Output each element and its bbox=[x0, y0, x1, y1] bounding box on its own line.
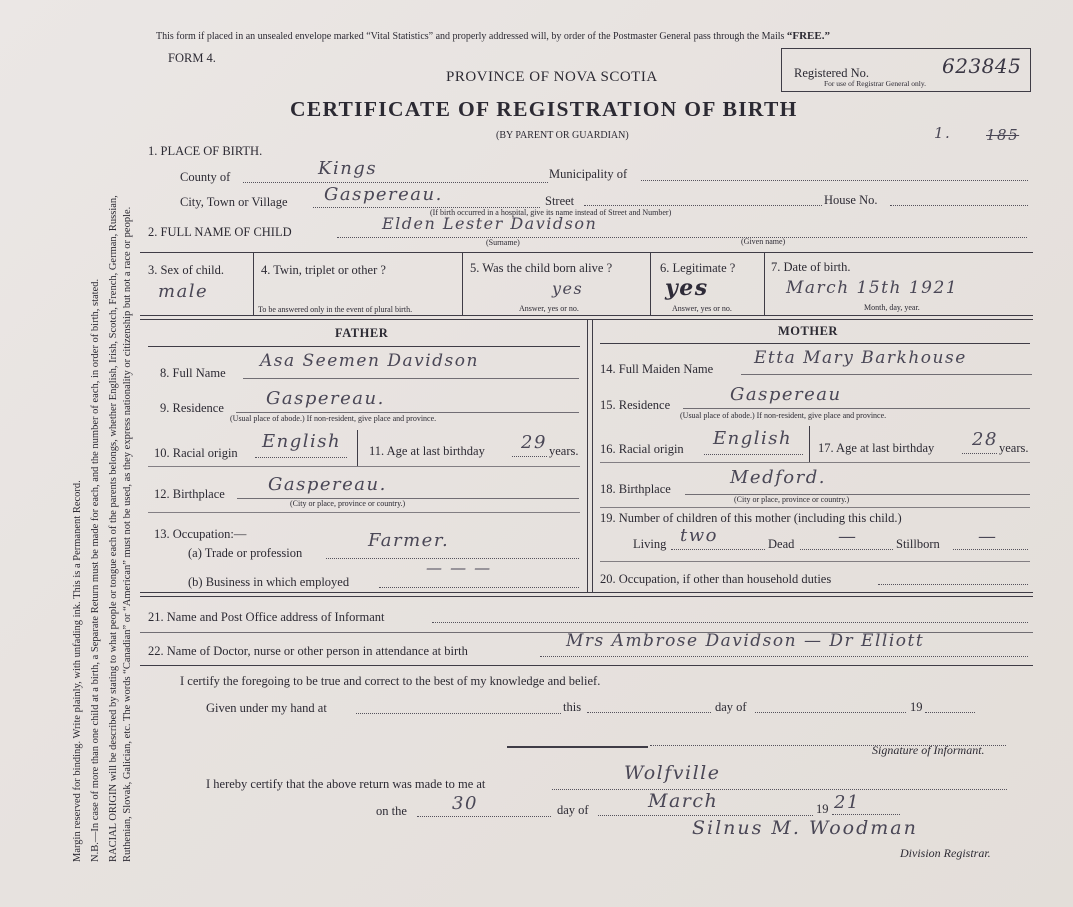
living-label: Living bbox=[633, 537, 667, 551]
given-under-hand-label: Given under my hand at bbox=[206, 701, 327, 715]
registrar-use-note: For use of Registrar General only. bbox=[824, 79, 926, 88]
registered-number: 623845 bbox=[942, 54, 1022, 78]
registrar-day-value: 30 bbox=[452, 793, 478, 814]
city-value: Gaspereau. bbox=[324, 184, 443, 205]
city-label: City, Town or Village bbox=[180, 195, 288, 209]
street-label: Street bbox=[545, 194, 575, 208]
registrar-signature-label: Division Registrar. bbox=[900, 846, 991, 860]
mother-age-label: 17. Age at last birthday bbox=[818, 441, 935, 455]
date-of-birth-value: March 15th 1921 bbox=[786, 278, 959, 298]
certificate-title: CERTIFICATE OF REGISTRATION OF BIRTH bbox=[290, 97, 798, 121]
father-age-unit: years. bbox=[549, 444, 579, 458]
business-label: (b) Business in which employed bbox=[188, 575, 350, 589]
business-value: — — — bbox=[426, 558, 492, 577]
surname-note: (Surname) bbox=[486, 238, 520, 247]
child-name-value: Elden Lester Davidson bbox=[382, 214, 598, 233]
mother-name-label: 14. Full Maiden Name bbox=[600, 362, 714, 376]
day-of-label: day of bbox=[715, 700, 747, 714]
informant-certify-text: I certify the foregoing to be true and correct to the best of my knowledge and belief. bbox=[180, 674, 601, 688]
trade-value: Farmer. bbox=[368, 530, 450, 551]
place-of-birth-label: 1. PLACE OF BIRTH. bbox=[148, 144, 263, 158]
date-of-birth-note: Month, day, year. bbox=[864, 303, 920, 312]
doctor-value: Mrs Ambrose Davidson — Dr Elliott bbox=[566, 631, 925, 651]
twin-note: To be answered only in the event of plural birth. bbox=[258, 305, 413, 314]
legitimate-note: Answer, yes or no. bbox=[672, 304, 732, 313]
stillborn-label: Stillborn bbox=[896, 537, 940, 551]
mother-residence-note: (Usual place of abode.) If non-resident, give place and province. bbox=[680, 411, 887, 420]
father-name-value: Asa Seemen Davidson bbox=[260, 351, 479, 371]
informant-signature-label: Signature of Informant. bbox=[872, 743, 985, 757]
mother-racial-label: 16. Racial origin bbox=[600, 442, 684, 456]
mother-birthplace-value: Medford. bbox=[730, 467, 826, 488]
registrar-certify-text: I hereby certify that the above return was made to me at bbox=[206, 777, 486, 791]
date-of-birth-label: 7. Date of birth. bbox=[771, 260, 851, 274]
mother-name-value: Etta Mary Barkhouse bbox=[754, 348, 967, 368]
on-the-label: on the bbox=[376, 804, 407, 818]
given-name-note: (Given name) bbox=[741, 237, 786, 246]
legitimate-value: yes bbox=[665, 275, 709, 301]
father-residence-label: 9. Residence bbox=[160, 401, 224, 415]
municipality-label: Municipality of bbox=[549, 167, 628, 181]
alive-value: yes bbox=[552, 279, 584, 298]
margin-note-multiple-births: N.B.—In case of more than one child at a birth, a Separate Return must be made for each, and the number of each, in order of birth, stated. bbox=[90, 278, 101, 862]
mother-age-value: 28 bbox=[972, 429, 998, 450]
day-of-label-registrar: day of bbox=[557, 803, 589, 817]
legitimate-label: 6. Legitimate ? bbox=[660, 261, 736, 275]
mother-residence-label: 15. Residence bbox=[600, 398, 671, 412]
mother-occupation-label: 20. Occupation, if other than household duties bbox=[600, 572, 832, 586]
stillborn-value: — bbox=[978, 526, 998, 547]
father-birthplace-label: 12. Birthplace bbox=[154, 487, 225, 501]
mother-birthplace-note: (City or place, province or country.) bbox=[734, 495, 850, 504]
margin-note-racial-origin-1: RACIAL ORIGIN will be described by stating to what people or tongue each of the parents belongs, whether English, Irish, Scotch, French, German, Russian, bbox=[108, 195, 119, 862]
child-name-label: 2. FULL NAME OF CHILD bbox=[148, 225, 292, 239]
father-birthplace-note: (City or place, province or country.) bbox=[290, 499, 406, 508]
sex-value: male bbox=[158, 281, 209, 302]
alive-note: Answer, yes or no. bbox=[519, 304, 579, 313]
father-racial-label: 10. Racial origin bbox=[154, 446, 238, 460]
corner-mark: 1. bbox=[934, 124, 952, 142]
mail-notice: This form if placed in an unsealed envelope marked “Vital Statistics” and properly addressed will, by order of the Postmaster General pass through the Mails “FREE.” bbox=[156, 30, 830, 42]
alive-label: 5. Was the child born alive ? bbox=[470, 261, 613, 275]
mother-racial-value: English bbox=[713, 428, 793, 449]
mother-children-label: 19. Number of children of this mother (including this child.) bbox=[600, 511, 902, 525]
sex-label: 3. Sex of child. bbox=[148, 263, 225, 277]
form-number: FORM 4. bbox=[168, 51, 216, 65]
father-occupation-label: 13. Occupation:— bbox=[154, 527, 247, 541]
county-value: Kings bbox=[318, 158, 378, 179]
twin-label: 4. Twin, triplet or other ? bbox=[261, 263, 386, 277]
registrar-month-value: March bbox=[648, 790, 719, 812]
dead-label: Dead bbox=[768, 537, 795, 551]
informant-label: 21. Name and Post Office address of Informant bbox=[148, 610, 385, 624]
father-residence-note: (Usual place of abode.) If non-resident, give place and province. bbox=[230, 414, 437, 423]
province-title: PROVINCE OF NOVA SCOTIA bbox=[446, 69, 658, 85]
hospital-note: (If birth occurred in a hospital, give its name instead of Street and Number) bbox=[430, 208, 672, 217]
registered-label: Registered No. bbox=[794, 66, 869, 80]
father-residence-value: Gaspereau. bbox=[266, 388, 385, 409]
father-age-value: 29 bbox=[521, 432, 547, 453]
doctor-label: 22. Name of Doctor, nurse or other person in attendance at birth bbox=[148, 644, 468, 658]
year-prefix-registrar: 19 bbox=[816, 802, 829, 816]
registrar-signature: Silnus M. Woodman bbox=[692, 817, 918, 839]
registrar-place-value: Wolfville bbox=[624, 762, 721, 784]
father-heading: FATHER bbox=[335, 326, 389, 340]
house-no-label: House No. bbox=[824, 193, 878, 207]
mother-heading: MOTHER bbox=[778, 324, 838, 338]
father-name-label: 8. Full Name bbox=[160, 366, 226, 380]
father-age-label: 11. Age at last birthday bbox=[369, 444, 485, 458]
certificate-subtitle: (BY PARENT OR GUARDIAN) bbox=[496, 130, 629, 141]
corner-mark-2: 185 bbox=[986, 126, 1020, 144]
trade-label: (a) Trade or profession bbox=[188, 546, 303, 560]
mother-residence-value: Gaspereau bbox=[730, 384, 842, 405]
registrar-year-value: 21 bbox=[834, 792, 860, 813]
father-birthplace-value: Gaspereau. bbox=[268, 474, 387, 495]
dead-value: — bbox=[838, 526, 858, 547]
father-racial-value: English bbox=[262, 431, 342, 452]
county-label: County of bbox=[180, 170, 231, 184]
margin-note-binding: Margin reserved for binding. Write plainly, with unfading ink. This is a Permanent Record. bbox=[72, 480, 83, 862]
mother-birthplace-label: 18. Birthplace bbox=[600, 482, 671, 496]
this-label: this bbox=[563, 700, 582, 714]
margin-note-racial-origin-2: Ruthenian, Slovak, Galician, etc. The words “Canadian” or “American” must not be used, as they express nationality or citizenship but not a race or people. bbox=[122, 206, 133, 862]
year-prefix-informant: 19 bbox=[910, 700, 923, 714]
mother-age-unit: years. bbox=[999, 441, 1029, 455]
living-value: two bbox=[680, 525, 718, 546]
